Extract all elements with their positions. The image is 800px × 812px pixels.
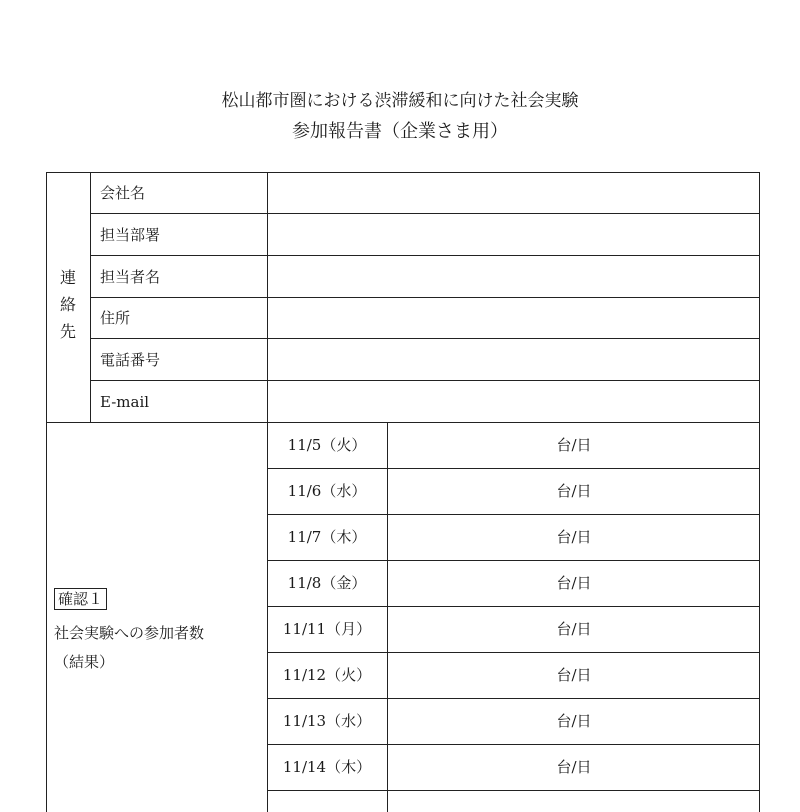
form-title-line2: 参加報告書（企業さま用）: [292, 121, 508, 142]
company-name-field[interactable]: [268, 173, 759, 213]
address-label: 住所: [100, 309, 131, 327]
unit-field[interactable]: 台/日: [556, 666, 592, 684]
email-label: E-mail: [100, 393, 150, 411]
unit-field[interactable]: 台/日: [556, 482, 592, 500]
department-label: 担当部署: [100, 226, 161, 244]
form-title-line1: 松山都市圏における渋滞緩和に向けた社会実験: [221, 91, 579, 111]
email-field[interactable]: [268, 381, 759, 422]
unit-field[interactable]: 台/日: [556, 620, 592, 638]
person-in-charge-field[interactable]: [268, 256, 759, 297]
phone-number-label: 電話番号: [100, 351, 161, 369]
date-label: 11/14（木）: [282, 758, 372, 776]
participants-label: 社会実験への参加者数: [54, 624, 205, 642]
unit-field[interactable]: 台/日: [556, 528, 592, 546]
phone-number-field[interactable]: [268, 339, 759, 380]
person-in-charge-label: 担当者名: [100, 268, 161, 286]
contact-section-label: 連 絡 先: [59, 268, 76, 341]
department-field[interactable]: [268, 214, 759, 255]
participants-result-label: （結果）: [54, 653, 115, 671]
company-name-label: 会社名: [100, 184, 146, 202]
date-label: 11/7（木）: [287, 528, 367, 546]
date-label: 11/6（水）: [287, 482, 367, 500]
address-field[interactable]: [268, 298, 759, 338]
report-form: [46, 172, 760, 812]
unit-field[interactable]: 台/日: [556, 574, 592, 592]
date-label: 11/11（月）: [282, 620, 372, 638]
unit-field[interactable]: 台/日: [556, 758, 592, 776]
unit-field[interactable]: 台/日: [556, 436, 592, 454]
date-label: 11/8（金）: [287, 574, 367, 592]
confirmation-tag: 確認１: [54, 588, 107, 610]
unit-field[interactable]: 台/日: [556, 712, 592, 730]
date-label: 11/5（火）: [287, 436, 367, 454]
date-label: 11/13（水）: [282, 712, 372, 730]
date-label: 11/12（火）: [282, 666, 372, 684]
